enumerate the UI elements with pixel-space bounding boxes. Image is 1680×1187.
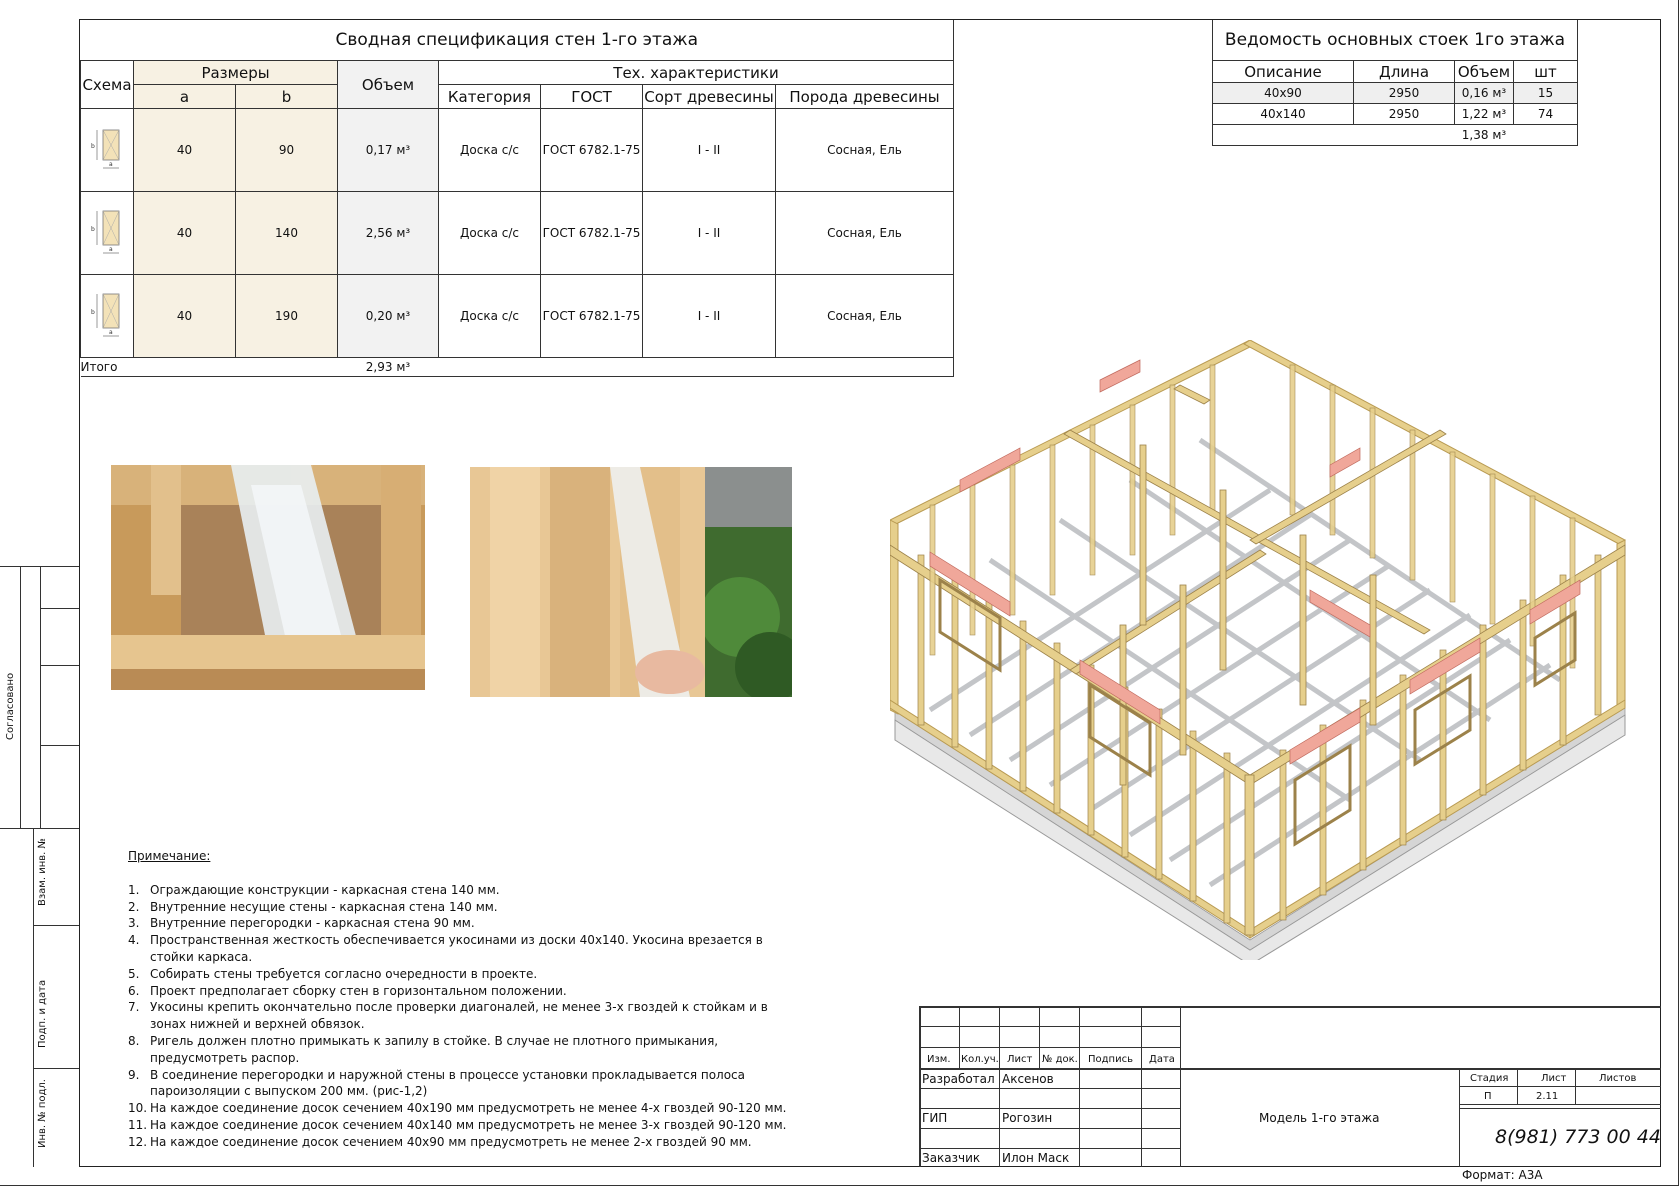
table-row: 40x90 2950 0,16 м³ 15 — [1213, 83, 1578, 104]
svg-text:a: a — [109, 245, 113, 253]
list-item: 5. Собирать стены требуется согласно очередности в проекте. — [128, 966, 538, 981]
sheet-title: Модель 1-го этажа — [1259, 1111, 1380, 1125]
list-item: 12. На каждое соединение досок сечением 40x90 мм предусмотреть не менее 2-х гвоздей 90 мм. — [128, 1134, 752, 1149]
svg-text:b: b — [91, 225, 95, 233]
frame-3d-model — [890, 340, 1630, 960]
total-row: Итого 2,93 м³ — [81, 358, 954, 377]
list-item: 9. В соединение перегородки и наружной стены в процессе установки прокладывается полоса пароизоляции с выпуском 200 мм. (рис-1,2) — [128, 1067, 746, 1099]
photo-vapor-barrier-1 — [111, 465, 425, 690]
list-item: 10. На каждое соединение досок сечением 40x190 мм предусмотреть не менее 4-х гвоздей 90-120 мм. — [128, 1101, 787, 1116]
col-gost: ГОСТ — [541, 85, 643, 109]
phone-number: 8(981) 773 00 44 — [1495, 1126, 1661, 1148]
studs-title: Ведомость основных стоек 1го этажа — [1213, 20, 1578, 61]
notes-block — [128, 848, 798, 1151]
col-scheme: Схема — [81, 61, 134, 109]
total-row: 1,38 м³ — [1213, 125, 1578, 146]
col-grade: Сорт древесины — [643, 85, 776, 109]
list-item: 3. Внутренние перегородки - каркасная стена 90 мм. — [128, 916, 475, 931]
svg-text:b: b — [91, 142, 95, 150]
col-species: Порода древесины — [776, 85, 954, 109]
list-item: 2. Внутренние несущие стены - каркасная стена 140 мм. — [128, 899, 498, 914]
title-block: Изм. Кол.уч. Лист № док. Подпись Дата Разработал Аксенов ГИП Рогозин Заказчик Илон Маск Модель 1-го этажа Стадия Лист Листов П 2.11 8(981) 773 00 44 — [919, 1006, 1661, 1167]
list-item: 1. Ограждающие конструкции - каркасная стена 140 мм. — [128, 882, 500, 897]
table-row: b a 40 90 0,17 м³ Доска с/с ГОСТ 6782.1-75 I - II Сосная, Ель — [81, 109, 954, 192]
wall-spec-table — [80, 20, 954, 377]
notes-heading: Примечание: — [128, 849, 211, 863]
board-section-icon — [81, 275, 134, 358]
studs-table: Ведомость основных стоек 1го этажа Описание Длина Объем шт 40x90 2950 0,16 м³ 15 40x140 2950 1,22 м³ 74 1,38 м³ — [1212, 20, 1578, 146]
format-label: Формат: А3А — [1462, 1168, 1543, 1182]
svg-text:a: a — [109, 328, 113, 336]
board-section-icon — [81, 109, 134, 192]
list-item: 11. На каждое соединение досок сечением 40x140 мм предусмотреть не менее 3-х гвоздей 90-120 мм. — [128, 1117, 787, 1132]
table-row: 40x140 2950 1,22 м³ 74 — [1213, 104, 1578, 125]
col-category: Категория — [439, 85, 541, 109]
table-row: b a 40 190 0,20 м³ Доска с/с ГОСТ 6782.1-75 I - II Сосная, Ель — [81, 275, 954, 358]
list-item: 8. Ригель должен плотно примыкать к запилу в стойке. В случае не плотного примыкания, предусмотреть распор. — [128, 1033, 719, 1065]
spec-title: Сводная спецификация стен 1-го этажа — [81, 20, 954, 61]
list-item: 7. Укосины крепить окончательно после проверки диагоналей, не менее 3-х гвоздей к стойкам и в зонах нижней и верхней обвязок. — [128, 1000, 768, 1032]
col-sizes: Размеры — [134, 61, 338, 85]
photo-vapor-barrier-2 — [470, 467, 792, 697]
list-item: 6. Проект предполагает сборку стен в горизонтальном положении. — [128, 983, 567, 998]
col-a: a — [134, 85, 236, 109]
board-section-icon — [81, 192, 134, 275]
col-tech: Тех. характеристики — [439, 61, 954, 85]
list-item: 4. Пространственная жесткость обеспечивается укосинами из доски 40x140. Укосина врезается в стойки каркаса. — [128, 933, 763, 964]
col-b: b — [236, 85, 338, 109]
col-volume: Объем — [338, 61, 439, 109]
svg-text:b: b — [91, 308, 95, 316]
table-row: b a 40 140 2,56 м³ Доска с/с ГОСТ 6782.1-75 I - II Сосная, Ель — [81, 192, 954, 275]
svg-text:a: a — [109, 160, 113, 168]
